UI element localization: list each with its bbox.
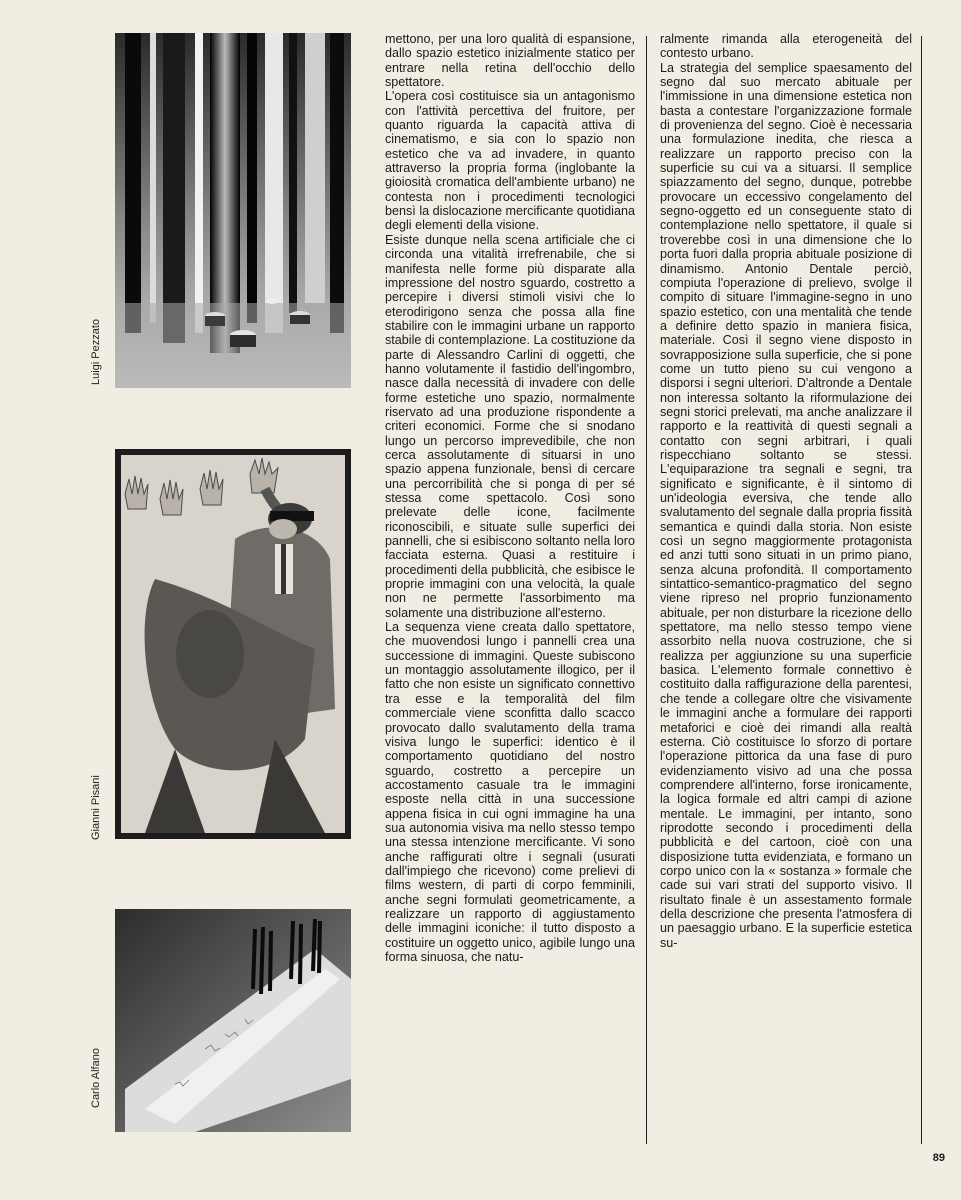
- text-column-2: [660, 32, 912, 1144]
- photo-pezzato: [115, 33, 351, 388]
- photo-alfano: [115, 909, 351, 1132]
- paragraph: L'opera così costituisce sia un antagonismo con l'attività percettiva del fruitore, per quanto riguarda la capacità attiva di cinematismo, e sia con lo spazio non estetico che va ad invadere, in quanto attraverso la propria forma (inglobante la gioiosità cromatica dell'ambiente urbano) ne contesta non i procedimenti tecnologici bensì la dislocazione mercificante quotidiana degli elementi della visione.: [385, 89, 635, 233]
- text-column-1: [385, 32, 635, 1144]
- credit-pezzato: Luigi Pezzato: [90, 318, 102, 385]
- column-rule: [646, 36, 647, 1144]
- paragraph: La strategia del semplice spaesamento del segno dal suo mercato abituale per l'immissione in una dimensione estetica non basta a contestare l'organizzazione formale di provenienza del segno. Cioè è necessaria una formulazione inedita, che riesca a realizzare un rapporto preciso con la superficie su cui va a situarsi. Il semplice spiazzamento del segno, dunque, potrebbe provocare un eccessivo congelamento del segno-oggetto ed un conseguente stato di contemplazione nello spettatore, il quale si troverebbe così in una dimensione che lo porta fuori dalla propria abituale posizione di dinamismo. Antonio Dentale perciò, compiuta l'operazione di prelievo, svolge il compito di situare l'immagine-segno in uno spazio estetico, con una mentalità che tende a definire detto spazio in maniera fisica, materiale. Così il segno viene disposto in sovrapposizione sulla superficie, che si pone come un tutto pieno su cui vengono a disporsi i segni ulteriori. D'altronde a Dentale non interessa soltanto la riformulazione dei segni storici prelevati, ma anche analizzare il rapporto e la reattività di questi segnali a contatto con segni arbitrari, i quali rispecchiano soltanto se stessi. L'equiparazione tra segnali e segni, tra significato e significante, è il sintomo di un'ideologia eversiva, che tende allo svalutamento del segnale dalla propria fissità semantica e quindi dalla storia. Non esiste così un segno maggiormente protagonista ed anzi tutti sono situati in un primo piano, senza alcuna profondità. Il comportamento sintattico-semantico-pragmatico del segno viene ripreso nel proprio funzionamento abituale, per non disturbare la ricezione dello spettatore, ma nello stesso tempo viene assorbito nella nuova costruzione, che si realizza per aggiunzione su una superficie basica. L'elemento formale connettivo è costituito dalla raffigurazione della parentesi, che tende a collegare oltre che visivamente le immagini anche a formulare dei rapporti metaforici e cioè dei rimandi alla realtà esterna. Ciò costituisce lo sforzo di portare l'operazione pittorica da una fase di puro evidenziamento visivo ad una che possa comprendere all'interno, forse ironicamente, la logica formale ed altri campi di azione mentale. Le immagini, per intanto, sono riprodotte secondo i procedimenti della pubblicità e del cartoon, cioè con una disposizione tutta evidenziata, e formano un corpo unico con la « sostanza » formale che cade sui vari strati del supporto visivo. Il risultato finale è un assestamento formale della descrizione che presenta l'atmosfera di un paesaggio urbano. E la superficie estetica su-: [660, 60, 912, 950]
- paragraph: mettono, per una loro qualità di espansione, dallo spazio estetico inizialmente statico per entrare nella retina dell'occhio dello spettatore.: [385, 32, 635, 90]
- credit-pisani: Gianni Pisani: [90, 775, 102, 840]
- paragraph: Esiste dunque nella scena artificiale che ci circonda una vitalità irrefrenabile, che si manifesta nelle forme più disparate alla impressione del nostro sguardo, costretto a percepire i diversi stimoli visivi che lo eterodirigono senza che possa alla fine stabilire con le immagini urbane un rapporto stabile di contemplazione. La costituzione da parte di Alessandro Carlini di oggetti, che hanno volutamente il fastidio dell'ingombro, nasce dalla necessità di invadere con delle forme estetiche uno spazio, normalmente riservato ad una produzione rispondente a criteri economici. Forme che si snodano lungo un percorso imprevedibile, che non cerca assolutamente di situarsi in uno spazio appena funzionale, bensì di cercare una percorribilità che si ponga di per sé stessa come spettacolo. Così sono prelevate delle icone, facilmente riconoscibili, e situate sulle superfici dei pannelli, che si esibiscono soltanto nella loro facciata esterna. Quasi a restituire i procedimenti della pubblicità, che esibisce le proprie immagini con una velocità, la quale non ne permette l'assorbimento ma solamente una distribuzione all'esterno.: [385, 232, 635, 620]
- page-number: 89: [932, 1152, 945, 1164]
- credit-alfano: Carlo Alfano: [90, 1048, 102, 1108]
- paragraph: La sequenza viene creata dallo spettatore, che muovendosi lungo i pannelli crea una successione di immagini. Queste subiscono un montaggio assolutamente illogico, per il fatto che non esiste un significato connettivo tra esse e la temporalità del film commerciale viene sconfitta dallo scacco provocato dallo svalutamento della trama visiva lungo le superfici: identico è il comportamento quotidiano del nostro sguardo, costretto a percepire un accostamento casuale tra le immagini esposte nella città in una successione appena fisica in cui ogni immagine ha una sua autonomia visiva ma nello stesso tempo una stessa intenzione mercificante. Vi sono anche raffigurati oltre i segnali (usurati dall'impiego che ricevono) come prelievi di films western, di parti di corpo femminili, anche segni formulati geometricamente, a realizzare un rapporto di aggiustamento delle immagini iconiche: il tutto disposto a costituire un oggetto unico, agibile lungo una forma sinuosa, che natu-: [385, 620, 635, 964]
- photo-pisani: [115, 449, 351, 839]
- column-rule-right: [921, 36, 922, 1144]
- paragraph: ralmente rimanda alla eterogeneità del contesto urbano.: [660, 32, 912, 61]
